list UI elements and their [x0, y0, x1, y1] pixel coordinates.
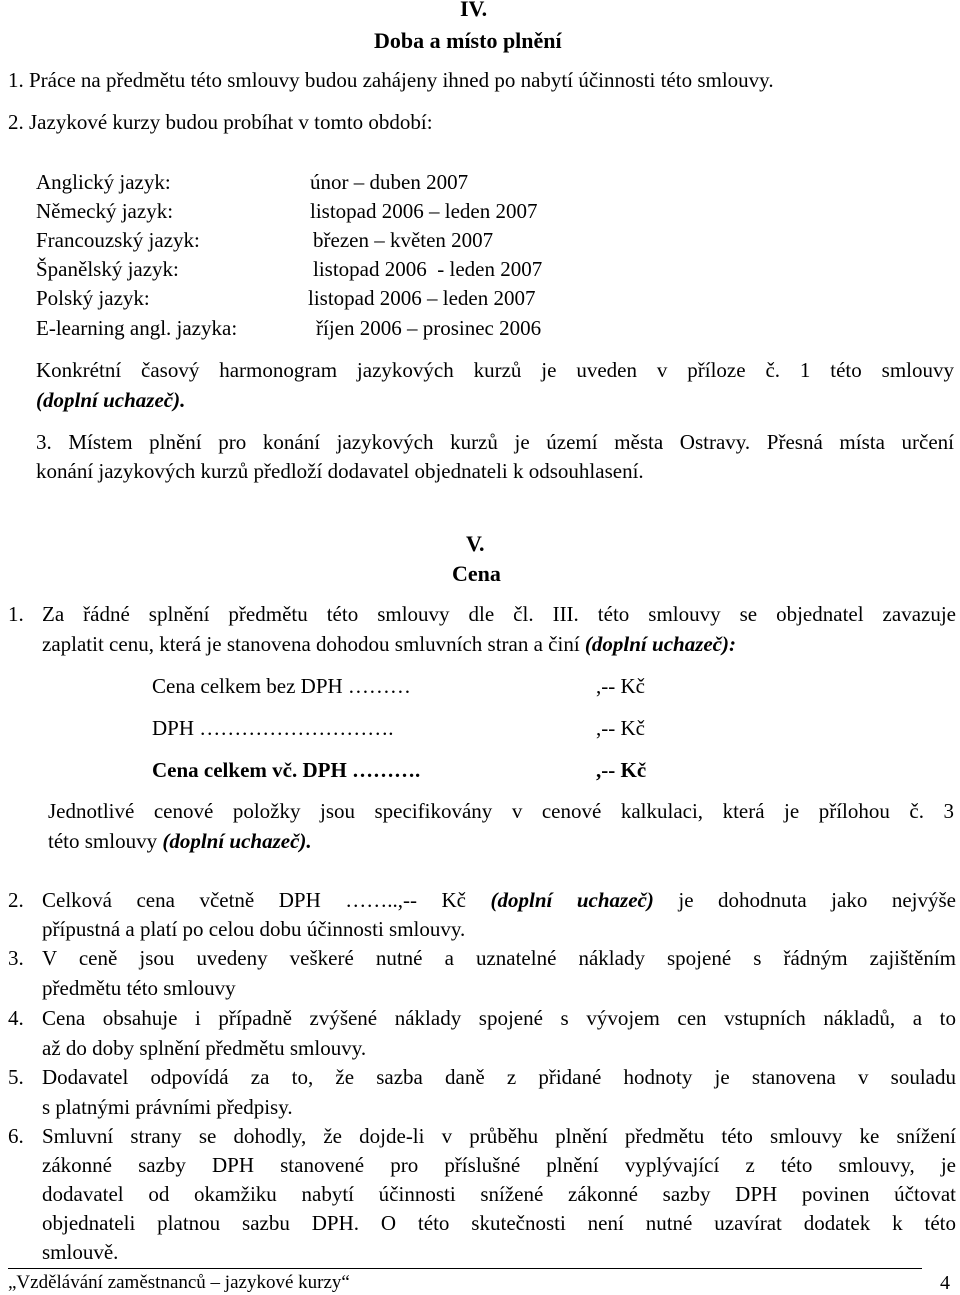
- paragraph: objednateli platnou sazbu DPH. O této skutečnosti není nutné uzavírat dodatek k této: [42, 1211, 956, 1235]
- schedule-period: říjen 2006 – prosinec 2006: [316, 316, 542, 340]
- paragraph-text: je dohodnuta jako nejvýše: [653, 888, 956, 912]
- paragraph: V ceně jsou uvedeny veškeré nutné a uznatelné náklady spojené s řádným zajištěním: [42, 946, 956, 970]
- schedule-language: Francouzský jazyk:: [36, 228, 200, 252]
- paragraph: [42, 634, 736, 655]
- price-amount: ,-- Kč: [596, 716, 645, 740]
- paragraph: Konkrétní časový harmonogram jazykových kurzů je uveden v příloze č. 1 této smlouvy: [36, 358, 954, 382]
- paragraph: zákonné sazby DPH stanovené pro příslušné plnění vyplývající z této smlouvy, je: [42, 1153, 956, 1177]
- price-label: Cena celkem vč. DPH ……….: [152, 758, 421, 782]
- paragraph: Smluvní strany se dohodly, že dojde-li v průběhu plnění předmětu této smlouvy ke snížení: [42, 1124, 956, 1148]
- paragraph: Jednotlivé cenové položky jsou specifikovány v cenové kalkulaci, která je přílohou č. 3: [48, 799, 954, 823]
- section-number: V.: [466, 531, 485, 556]
- list-number: 4.: [8, 1006, 24, 1030]
- schedule-language: Anglický jazyk:: [36, 170, 171, 194]
- paragraph: s platnými právními předpisy.: [42, 1095, 293, 1119]
- paragraph-text: této smlouvy: [48, 829, 163, 853]
- paragraph: konání jazykových kurzů předloží dodavatel objednateli k odsouhlasení.: [36, 459, 644, 483]
- schedule-language: E-learning angl. jazyka:: [36, 316, 238, 340]
- paragraph: 3. Místem plnění pro konání jazykových kurzů je území města Ostravy. Přesná místa určení: [36, 430, 954, 454]
- page-number: 4: [940, 1272, 950, 1294]
- price-label: DPH ……………………….: [152, 716, 394, 740]
- footer-divider: [8, 1268, 922, 1269]
- list-number: 1.: [8, 602, 24, 626]
- schedule-language: Španělský jazyk:: [36, 257, 179, 281]
- paragraph: [42, 890, 956, 911]
- note: (doplní uchazeč).: [36, 388, 186, 412]
- price-label: Cena celkem bez DPH ………: [152, 674, 411, 698]
- paragraph: [48, 831, 312, 852]
- section-number: IV.: [460, 0, 488, 21]
- list-number: 2.: [8, 888, 24, 912]
- paragraph: Dodavatel odpovídá za to, že sazba daně z přidané hodnoty je stanovena v souladu: [42, 1065, 956, 1089]
- schedule-language: Německý jazyk:: [36, 199, 174, 223]
- list-item: 1. Práce na předmětu této smlouvy budou zahájeny ihned po nabytí účinnosti této smlouvy.: [8, 68, 774, 92]
- list-number: 5.: [8, 1065, 24, 1089]
- note: (doplní uchazeč): [490, 888, 654, 912]
- list-number: 6.: [8, 1124, 24, 1148]
- schedule-period: listopad 2006 - leden 2007: [313, 257, 543, 281]
- paragraph-text: Celková cena včetně DPH ……..,-- Kč: [42, 888, 491, 912]
- price-amount: ,-- Kč: [596, 758, 647, 782]
- paragraph: až do doby splnění předmětu smlouvy.: [42, 1036, 367, 1060]
- paragraph: Cena obsahuje i případně zvýšené náklady spojené s vývojem cen vstupních nákladů, a to: [42, 1006, 956, 1030]
- schedule-period: listopad 2006 – leden 2007: [308, 286, 536, 310]
- schedule-period: listopad 2006 – leden 2007: [310, 199, 538, 223]
- schedule-period: březen – květen 2007: [313, 228, 494, 252]
- paragraph: dodavatel od okamžiku nabytí účinnosti snížené zákonné sazby DPH povinen účtovat: [42, 1182, 956, 1206]
- section-title: Cena: [452, 561, 501, 586]
- note: (doplní uchazeč).: [162, 829, 312, 853]
- paragraph: smlouvě.: [42, 1240, 119, 1264]
- schedule-period: únor – duben 2007: [310, 170, 469, 194]
- price-amount: ,-- Kč: [596, 674, 645, 698]
- footer-title: „Vzdělávání zaměstnanců – jazykové kurzy“: [8, 1272, 350, 1293]
- paragraph: přípustná a platí po celou dobu účinnosti smlouvy.: [42, 917, 466, 941]
- list-number: 3.: [8, 946, 24, 970]
- section-title: Doba a místo plnění: [374, 28, 562, 53]
- paragraph: předmětu této smlouvy: [42, 976, 236, 1000]
- schedule-language: Polský jazyk:: [36, 286, 150, 310]
- paragraph-text: zaplatit cenu, která je stanovena dohodou smluvních stran a činí: [42, 632, 585, 656]
- note: (doplní uchazeč):: [584, 632, 736, 656]
- paragraph: Za řádné splnění předmětu této smlouvy dle čl. III. této smlouvy se objednatel zavazuje: [42, 602, 956, 626]
- list-item: 2. Jazykové kurzy budou probíhat v tomto období:: [8, 110, 433, 134]
